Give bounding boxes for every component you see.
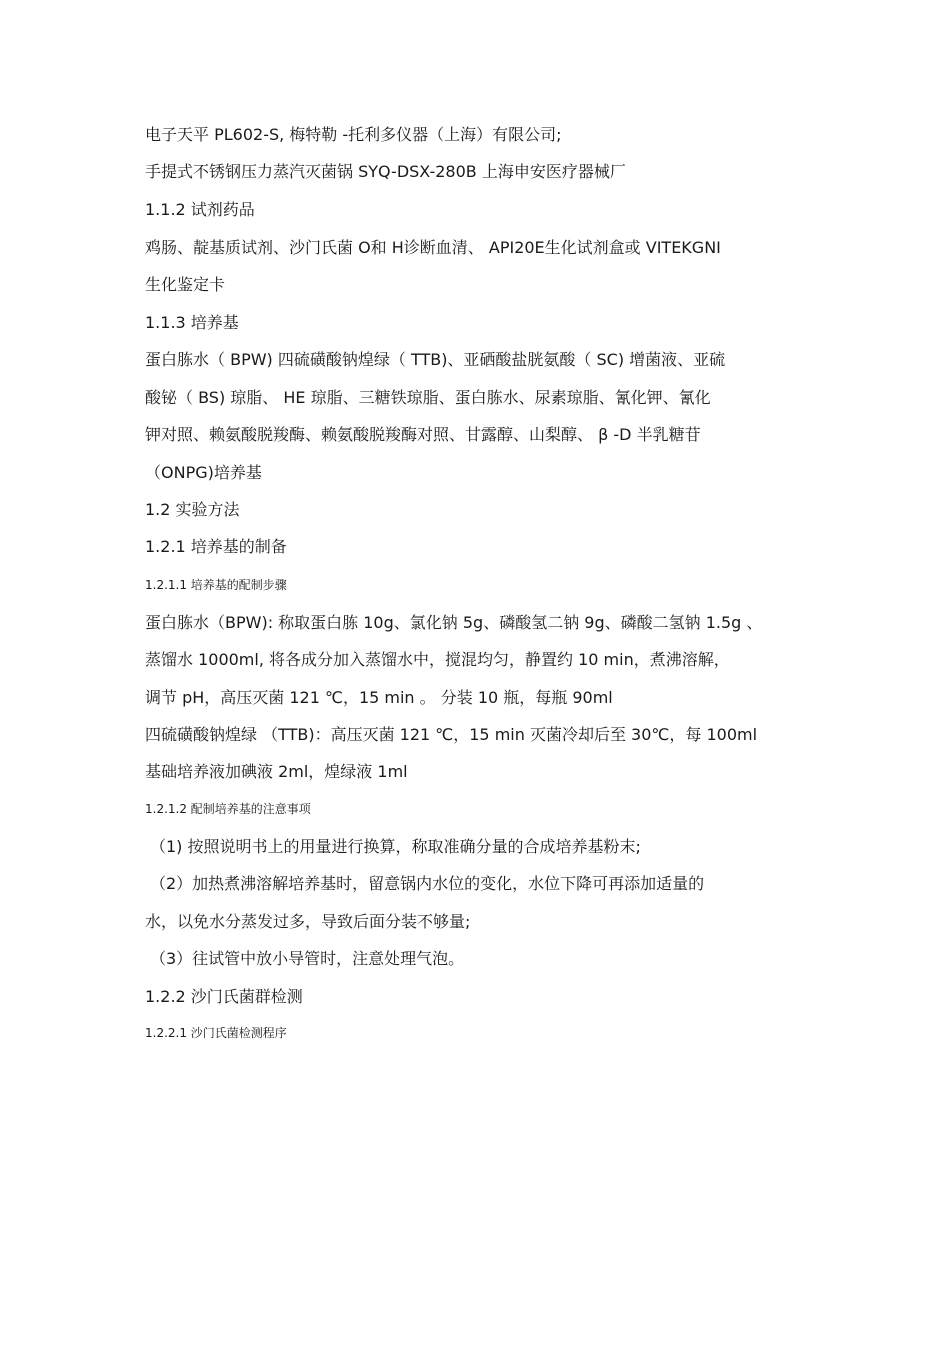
- prep-steps-line-4: 四硫磺酸钠煌绿 （TTB)：高压灭菌 121 ℃，15 min 灭菌冷却后至 30℃，每 100ml: [145, 725, 758, 744]
- prep-steps-line-1: 蛋白胨水（BPW): 称取蛋白胨 10g、氯化钠 5g、磷酸氢二钠 9g、磷酸二氢钠 1.5g 、: [145, 613, 763, 632]
- section-heading-reagents: 1.1.2 试剂药品: [145, 200, 255, 219]
- media-text-line-4: （ONPG)培养基: [145, 463, 262, 482]
- precaution-item-2-line-2: 水，以免水分蒸发过多，导致后面分装不够量;: [145, 912, 471, 931]
- section-heading-media: 1.1.3 培养基: [145, 313, 239, 332]
- precaution-item-1: （1) 按照说明书上的用量进行换算，称取准确分量的合成培养基粉末;: [150, 837, 641, 856]
- subsection-heading-prep-steps: 1.2.1.1 培养基的配制步骤: [145, 578, 287, 592]
- section-heading-media-prep: 1.2.1 培养基的制备: [145, 537, 287, 556]
- media-text-line-2: 酸铋（ BS) 琼脂、 HE 琼脂、三糖铁琼脂、蛋白胨水、尿素琼脂、氰化钾、氰化: [145, 388, 711, 407]
- reagents-text-line-1: 鸡肠、靛基质试剂、沙门氏菌 O和 H诊断血清、 API20E生化试剂盒或 VITEKGNI: [145, 238, 721, 257]
- section-heading-methods: 1.2 实验方法: [145, 500, 240, 519]
- prep-steps-line-5: 基础培养液加碘液 2ml，煌绿液 1ml: [145, 762, 408, 781]
- equipment-line-autoclave: 手提式不锈钢压力蒸汽灭菌锅 SYQ-DSX-280B 上海申安医疗器械厂: [145, 162, 626, 181]
- subsection-heading-precautions: 1.2.1.2 配制培养基的注意事项: [145, 802, 311, 816]
- media-text-line-3: 钾对照、赖氨酸脱羧酶、赖氨酸脱羧酶对照、甘露醇、山梨醇、 β -D 半乳糖苷: [145, 425, 701, 444]
- subsection-heading-salmonella-procedure: 1.2.2.1 沙门氏菌检测程序: [145, 1026, 287, 1040]
- prep-steps-line-2: 蒸馏水 1000ml, 将各成分加入蒸馏水中，搅混均匀，静置约 10 min，煮沸溶解，: [145, 650, 730, 669]
- precaution-item-3: （3）往试管中放小导管时，注意处理气泡。: [150, 949, 465, 968]
- precaution-item-2-line-1: （2）加热煮沸溶解培养基时，留意锅内水位的变化，水位下降可再添加适量的: [150, 874, 705, 893]
- section-heading-salmonella: 1.2.2 沙门氏菌群检测: [145, 987, 303, 1006]
- prep-steps-line-3: 调节 pH，高压灭菌 121 ℃，15 min 。 分装 10 瓶，每瓶 90ml: [145, 688, 613, 707]
- media-text-line-1: 蛋白胨水（ BPW) 四硫磺酸钠煌绿（ TTB)、亚硒酸盐胱氨酸（ SC) 增菌液、亚硫: [145, 350, 726, 369]
- reagents-text-line-2: 生化鉴定卡: [145, 275, 226, 294]
- equipment-line-balance: 电子天平 PL602-S, 梅特勒 -托利多仪器（上海）有限公司;: [145, 125, 562, 144]
